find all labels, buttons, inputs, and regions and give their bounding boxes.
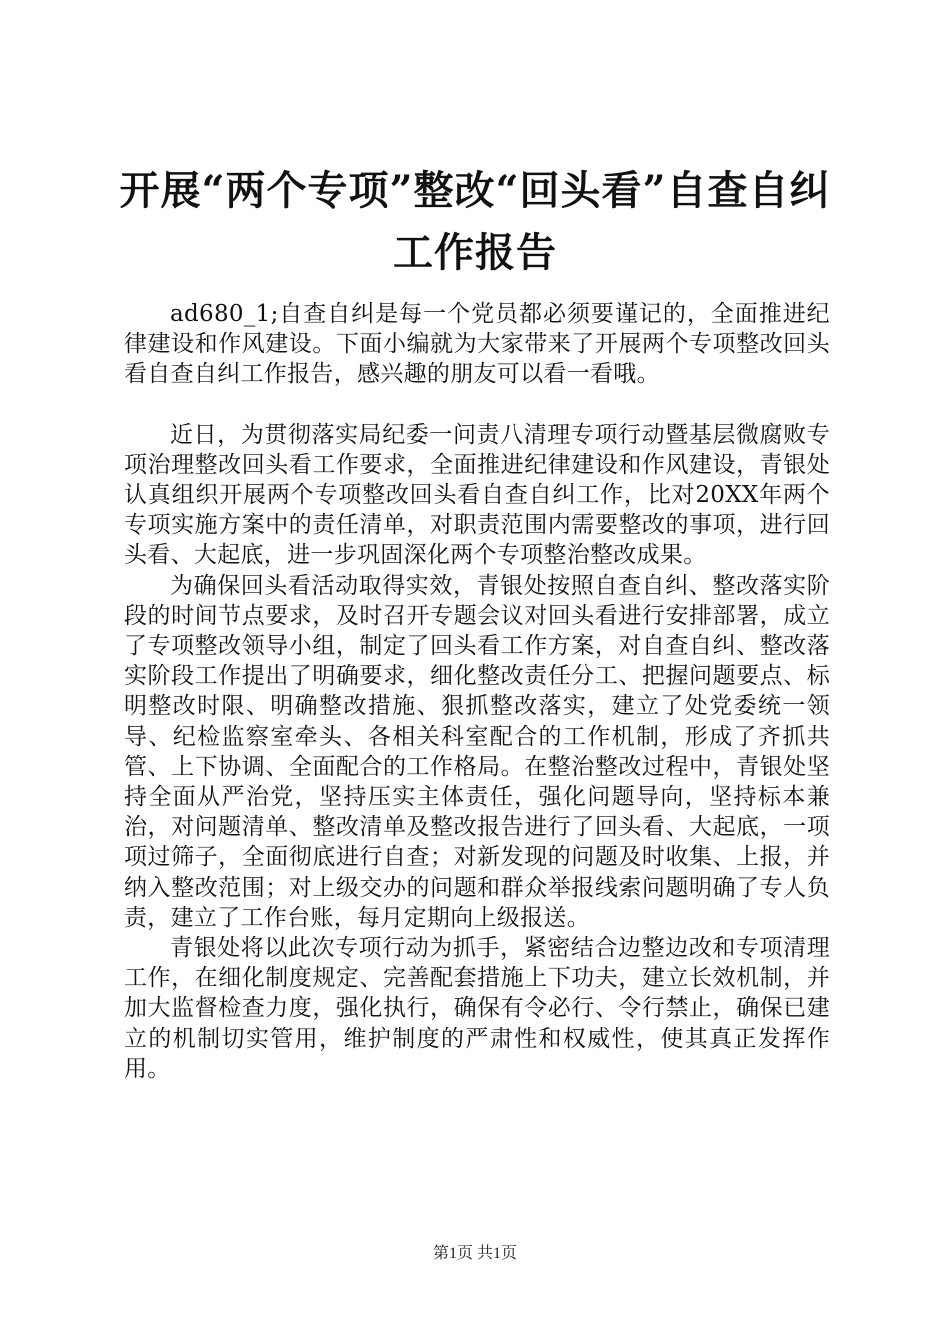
body-paragraph: 青银处将以此次专项行动为抓手，紧密结合边整边改和专项清理工作，在细化制度规定、完善配套措施上下功夫，建立长效机制，并加大监督检查力度，强化执行，确保有令必行、令行禁止，确保已建立的机制切实管用，维护制度的严肃性和权威性，使其真正发挥作用。 <box>124 935 830 1082</box>
document-title: 开展“两个专项”整改“回头看”自查自纠工作报告 <box>119 167 831 276</box>
body-paragraph: 近日，为贯彻落实局纪委一问责八清理专项行动暨基层微腐败专项治理整改回头看工作要求，全面推进纪律建设和作风建设，青银处认真组织开展两个专项整改回头看自查自纠工作，比对20XX年两个专项实施方案中的责任清单，对职责范围内需要整改的事项，进行回头看、大起底，进一步巩固深化两个专项整治整改成果。 <box>124 421 830 569</box>
page-number-footer: 第1页 共1页 <box>432 1245 517 1262</box>
document-body <box>124 299 830 1084</box>
body-paragraph: 为确保回头看活动取得实效，青银处按照自查自纠、整改落实阶段的时间节点要求，及时召开专题会议对回头看进行安排部署，成立了专项整改领导小组，制定了回头看工作方案，对自查自纠、整改落实阶段工作提出了明确要求，细化整改责任分工、把握问题要点、标明整改时限、明确整改措施、狠抓整改落实，建立了处党委统一领导、纪检监察室牵头、各相关科室配合的工作机制，形成了齐抓共管、上下协调、全面配合的工作格局。在整治整改过程中，青银处坚持全面从严治党，坚持压实主体责任，强化问题导向，坚持标本兼治，对问题清单、整改清单及整改报告进行了回头看、大起底，一项项过筛子，全面彻底进行自查；对新发现的问题及时收集、上报，并纳入整改范围；对上级交办的问题和群众举报线索问题明确了专人负责，建立了工作台账，每月定期向上级报送。 <box>124 572 830 931</box>
intro-paragraph: ad680_1;自查自纠是每一个党员都必须要谨记的，全面推进纪律建设和作风建设。下面小编就为大家带来了开展两个专项整改回头看自查自纠工作报告，感兴趣的朋友可以看一看哦。 <box>124 301 830 388</box>
